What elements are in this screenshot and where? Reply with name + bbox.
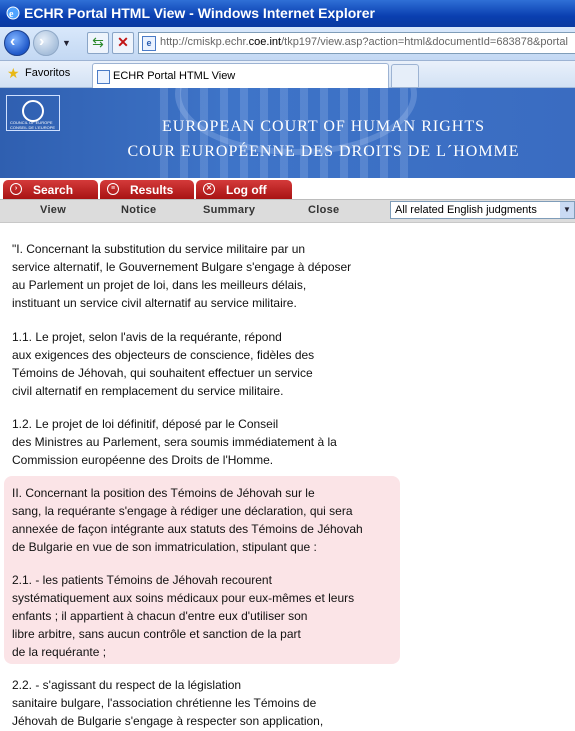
recent-pages-dropdown-icon[interactable]: ▼	[62, 38, 71, 48]
address-bar[interactable]	[138, 32, 575, 54]
svg-text:e: e	[9, 9, 14, 20]
refresh-button[interactable]	[87, 32, 109, 54]
banner-title-french: COUR EUROPÉENNE DES DROITS DE L´HOMME	[127, 143, 520, 160]
echr-banner	[0, 88, 575, 178]
paragraph: 2.1. - les patients Témoins de Jéhovah recourent systématiquement aux soins médicaux pour eux-mêmes et leurs enfants ; il appartient à chacun d'entre eux d'utiliser son libre arbitre, sans aucun contrôle et sanction de la part de la requérante ;	[12, 573, 355, 659]
window-title: ECHR Portal HTML View - Windows Internet Explorer	[24, 5, 375, 21]
stop-button[interactable]	[112, 32, 134, 54]
nav-close-link[interactable]: Close	[308, 204, 340, 216]
nav-summary-link[interactable]: Summary	[203, 204, 256, 216]
search-icon: ›	[10, 183, 22, 195]
log-off-button[interactable]	[196, 180, 292, 199]
tab-label: ECHR Portal HTML View	[113, 70, 236, 82]
action-button-bar	[0, 178, 575, 199]
search-label: Search	[33, 183, 74, 197]
paragraph: 2.2. - s'agissant du respect de la législation sanitaire bulgare, l'association chrétienne les Témoins de Jéhovah de Bulgarie s'engage à respecter son application,	[12, 678, 324, 728]
document-content	[0, 222, 575, 731]
tab-echr-portal[interactable]	[92, 63, 389, 88]
favorites-star-icon[interactable]: ★	[7, 65, 20, 81]
internet-explorer-icon	[5, 5, 21, 21]
log-off-icon: ✕	[203, 183, 215, 195]
results-icon: ≡	[107, 183, 119, 195]
url-prefix: http://cmiskp.echr.	[160, 36, 249, 48]
paragraph: 1.2. Le projet de loi définitif, déposé par le Conseil des Ministres au Parlement, sera soumis immédiatement à la Commission européenne des Droits de l'Homme.	[12, 417, 337, 467]
chevron-down-icon[interactable]: ▼	[560, 202, 574, 218]
tab-bar	[0, 61, 575, 88]
favorites-button[interactable]: Favoritos	[25, 67, 71, 79]
tab-page-icon	[97, 70, 110, 84]
new-tab-button[interactable]	[391, 64, 419, 88]
forward-button[interactable]	[33, 30, 59, 56]
window-title-bar	[0, 0, 575, 27]
document-nav-bar	[0, 199, 575, 223]
results-button[interactable]	[100, 180, 194, 199]
nav-notice-link[interactable]: Notice	[121, 204, 157, 216]
forward-arrow-icon: ›	[39, 33, 45, 50]
address-toolbar	[0, 27, 575, 61]
back-arrow-icon: ‹	[10, 33, 16, 50]
refresh-icon: ⇆	[92, 34, 104, 50]
log-off-label: Log off	[226, 183, 267, 197]
stop-icon: ✕	[117, 34, 129, 50]
page-icon: e	[142, 36, 156, 51]
paragraph: II. Concernant la position des Témoins de Jéhovah sur le sang, la requérante s'engage à rédiger une déclaration, qui sera annexée de façon intégrante aux statuts des Témoins de Jéhovah de Bulgarie en vue de son immatriculation, stipulant que :	[12, 486, 363, 554]
back-button[interactable]	[4, 30, 30, 56]
paragraph: "I. Concernant la substitution du service militaire par un service alternatif, le Gouvernement Bulgare s'engage à déposer au Parlement un projet de loi, dans les meilleurs délais, instituant un service civil alternatif au service militaire.	[12, 242, 352, 310]
results-label: Results	[130, 183, 174, 197]
banner-title-english: EUROPEAN COURT OF HUMAN RIGHTS	[162, 118, 485, 135]
nav-view-link[interactable]: View	[40, 204, 67, 216]
address-url[interactable]	[160, 36, 568, 48]
url-domain: coe.int	[248, 36, 282, 48]
related-judgments-value: All related English judgments	[395, 204, 537, 216]
logo-caption: COUNCIL OF EUROPE CONSEIL DE L'EUROPE	[10, 120, 56, 130]
paragraph: 1.1. Le projet, selon l'avis de la requérante, répond aux exigences des objecteurs de conscience, fidèles des Témoins de Jéhovah, qui souhaitent effectuer un service civil alternatif en remplacement du service militaire.	[12, 330, 315, 398]
related-judgments-select[interactable]	[390, 201, 575, 219]
url-suffix: /tkp197/view.asp?action=html&documentId=683878&portal	[281, 36, 568, 48]
search-button[interactable]	[3, 180, 98, 199]
